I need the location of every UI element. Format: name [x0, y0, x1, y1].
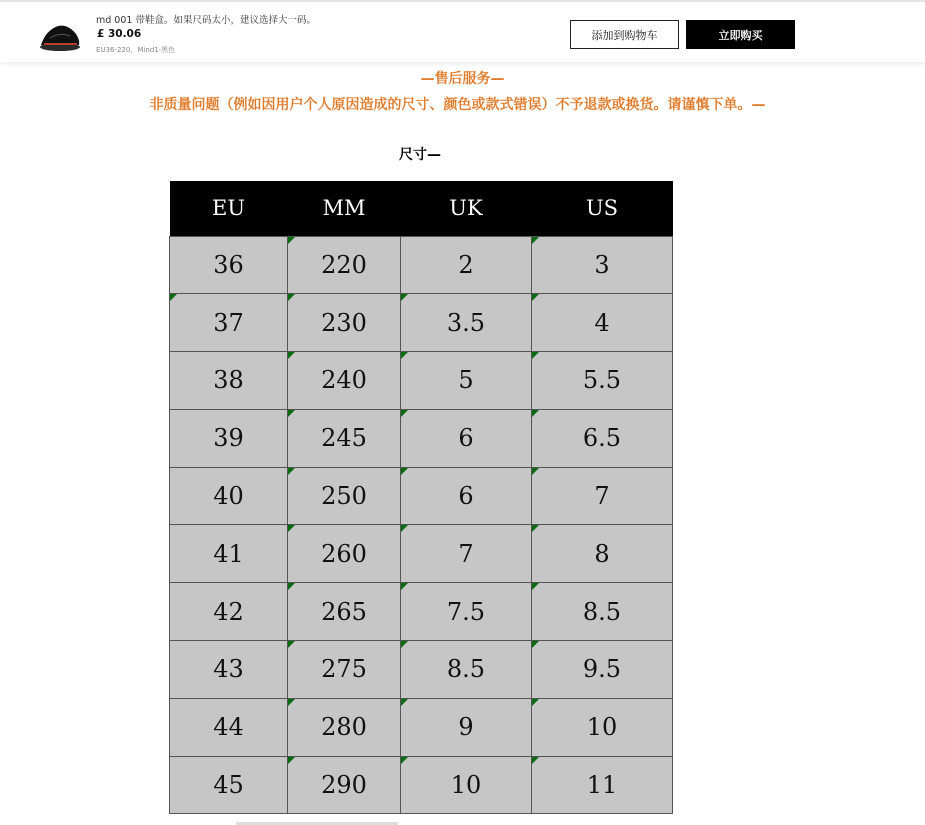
- cell-eu: 45: [170, 756, 288, 814]
- size-heading: 尺寸—: [399, 147, 441, 163]
- cell-eu: 37: [170, 294, 288, 352]
- shoe-thumbnail-icon[interactable]: [38, 20, 82, 54]
- cell-mm: 280: [288, 698, 401, 756]
- table-row: [170, 352, 673, 410]
- table-row: [170, 525, 673, 583]
- cell-us: 8.5: [532, 583, 673, 641]
- cell-mm: 245: [288, 409, 401, 467]
- cell-uk: 6: [401, 467, 532, 525]
- table-row: [170, 236, 673, 294]
- return-policy-notice: 非质量问题（例如因用户个人原因造成的尺寸、颜色或款式错误）不予退款或换货。请谨慎下单。—: [149, 97, 766, 113]
- cell-eu: 40: [170, 467, 288, 525]
- buy-now-button[interactable]: 立即购买: [686, 20, 795, 49]
- size-chart-table: [169, 181, 673, 814]
- cell-mm: 265: [288, 583, 401, 641]
- cell-uk: 8.5: [401, 641, 532, 699]
- cell-mm: 290: [288, 756, 401, 814]
- header-uk: UK: [401, 181, 532, 236]
- cell-eu: 36: [170, 236, 288, 294]
- cell-eu: 39: [170, 409, 288, 467]
- cell-uk: 7.5: [401, 583, 532, 641]
- selected-variant: EU36-220，Mind1-黑色: [96, 46, 176, 54]
- cell-us: 4: [532, 294, 673, 352]
- cell-us: 8: [532, 525, 673, 583]
- cell-uk: 7: [401, 525, 532, 583]
- table-row: [170, 409, 673, 467]
- after-sales-heading: —售后服务—: [420, 71, 505, 87]
- table-row: [170, 467, 673, 525]
- cell-us: 10: [532, 698, 673, 756]
- product-title: md 001 带鞋盒。如果尺码太小，建议选择大一码。: [96, 15, 316, 26]
- header-us: US: [532, 181, 673, 236]
- cell-uk: 2: [401, 236, 532, 294]
- cell-uk: 3.5: [401, 294, 532, 352]
- header-mm: MM: [288, 181, 401, 236]
- cell-us: 6.5: [532, 409, 673, 467]
- cell-us: 9.5: [532, 641, 673, 699]
- cell-us: 7: [532, 467, 673, 525]
- size-chart-header-row: [170, 181, 673, 236]
- cell-uk: 10: [401, 756, 532, 814]
- cell-mm: 275: [288, 641, 401, 699]
- header-eu: EU: [170, 181, 288, 236]
- cell-uk: 5: [401, 352, 532, 410]
- cell-mm: 250: [288, 467, 401, 525]
- cell-mm: 240: [288, 352, 401, 410]
- table-row: [170, 583, 673, 641]
- cell-eu: 43: [170, 641, 288, 699]
- table-row: [170, 294, 673, 352]
- cell-mm: 260: [288, 525, 401, 583]
- cell-mm: 220: [288, 236, 401, 294]
- product-price: £ 30.06: [97, 28, 142, 40]
- cell-us: 3: [532, 236, 673, 294]
- table-row: [170, 698, 673, 756]
- cell-eu: 44: [170, 698, 288, 756]
- cell-eu: 42: [170, 583, 288, 641]
- cell-us: 5.5: [532, 352, 673, 410]
- cell-mm: 230: [288, 294, 401, 352]
- table-row: [170, 641, 673, 699]
- sticky-product-bar: [0, 0, 925, 62]
- cell-eu: 38: [170, 352, 288, 410]
- cell-uk: 9: [401, 698, 532, 756]
- cell-us: 11: [532, 756, 673, 814]
- cell-eu: 41: [170, 525, 288, 583]
- table-row: [170, 756, 673, 814]
- add-to-cart-button[interactable]: 添加到购物车: [570, 20, 679, 49]
- cell-uk: 6: [401, 409, 532, 467]
